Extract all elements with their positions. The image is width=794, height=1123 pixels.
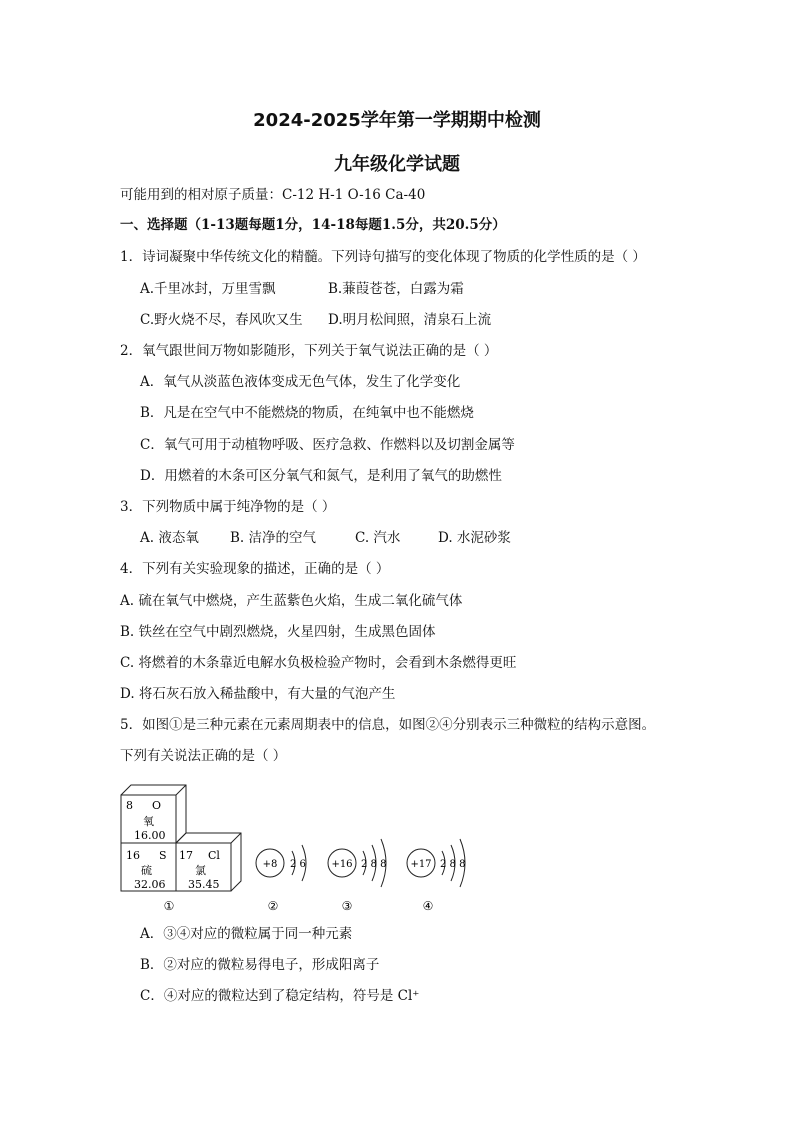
q5-option-c[interactable]: C．④对应的微粒达到了稳定结构，符号是 Cl⁺ — [140, 988, 420, 1004]
question-3: 3．下列物质中属于纯净物的是（ ） — [120, 499, 336, 515]
q1-option-d[interactable]: D.明月松间照，清泉石上流 — [328, 312, 492, 328]
atom4-shells: 2 8 8 — [440, 859, 466, 870]
exam-title: 2024-2025学年第一学期期中检测 — [253, 110, 541, 131]
chlorine-number: 17 — [179, 849, 193, 862]
sulfur-number: 16 — [126, 849, 140, 862]
question-4: 4．下列有关实验现象的描述，正确的是（ ） — [120, 561, 390, 577]
q5-option-b[interactable]: B．②对应的微粒易得电子，形成阳离子 — [140, 957, 380, 973]
q2-option-d[interactable]: D．用燃着的木条可区分氧气和氮气，是利用了氧气的助燃性 — [140, 468, 502, 484]
atom3-nucleus: +16 — [331, 859, 353, 870]
chlorine-mass: 35.45 — [188, 878, 220, 891]
question-1: 1．诗词凝聚中华传统文化的精髓。下列诗句描写的变化体现了物质的化学性质的是（ ） — [120, 249, 646, 265]
oxygen-name: 氧 — [143, 815, 154, 828]
figure-label-2: ② — [267, 899, 279, 913]
question-5-cont: 下列有关说法正确的是（ ） — [120, 748, 287, 764]
atom3-shells: 2 8 8 — [361, 859, 387, 870]
oxygen-symbol: O — [152, 799, 162, 812]
atom4-nucleus: +17 — [410, 859, 432, 870]
q2-option-a[interactable]: A．氧气从淡蓝色液体变成无色气体，发生了化学变化 — [140, 374, 461, 390]
oxygen-mass: 16.00 — [134, 829, 166, 842]
oxygen-number: 8 — [126, 799, 133, 812]
q4-option-d[interactable]: D. 将石灰石放入稀盐酸中，有大量的气泡产生 — [120, 686, 396, 702]
q3-option-b[interactable]: B. 洁净的空气 — [230, 530, 317, 546]
q4-option-a[interactable]: A. 硫在氧气中燃烧，产生蓝紫色火焰，生成二氧化硫气体 — [120, 593, 463, 609]
q2-option-b[interactable]: B．凡是在空气中不能燃烧的物质，在纯氧中也不能燃烧 — [140, 405, 474, 421]
q3-option-a[interactable]: A. 液态氧 — [140, 530, 199, 546]
section-heading: 一、选择题（1-13题每题1分，14-18每题1.5分，共20.5分） — [120, 217, 506, 233]
question-5: 5．如图①是三种元素在元素周期表中的信息，如图②④分别表示三种微粒的结构示意图。 — [120, 717, 656, 733]
atomic-masses: 可能用到的相对原子质量：C-12 H-1 O-16 Ca-40 — [120, 187, 426, 203]
q5-option-a[interactable]: A．③④对应的微粒属于同一种元素 — [140, 926, 353, 942]
figure-label-4: ④ — [422, 899, 434, 913]
q1-option-a[interactable]: A.千里冰封，万里雪飘 — [140, 281, 276, 297]
q3-option-d[interactable]: D. 水泥砂浆 — [438, 530, 511, 546]
atom2-shells: 2 6 — [290, 859, 306, 870]
chlorine-symbol: Cl — [208, 849, 220, 862]
q1-option-b[interactable]: B.蒹葭苍苍，白露为霜 — [328, 281, 464, 297]
figure-label-1: ① — [163, 899, 175, 913]
sulfur-mass: 32.06 — [134, 878, 166, 891]
exam-subtitle: 九年级化学试题 — [334, 154, 460, 175]
q3-option-c[interactable]: C. 汽水 — [355, 530, 401, 546]
q1-option-c[interactable]: C.野火烧不尽，春风吹又生 — [140, 312, 303, 328]
question-2: 2．氧气跟世间万物如影随形，下列关于氧气说法正确的是（ ） — [120, 343, 498, 359]
q4-option-b[interactable]: B. 铁丝在空气中剧烈燃烧，火星四射，生成黑色固体 — [120, 624, 436, 640]
sulfur-symbol: S — [159, 849, 167, 862]
figure-label-3: ③ — [341, 899, 353, 913]
q2-option-c[interactable]: C．氧气可用于动植物呼吸、医疗急救、作燃料以及切割金属等 — [140, 437, 515, 453]
q4-option-c[interactable]: C. 将燃着的木条靠近电解水负极检验产物时，会看到木条燃得更旺 — [120, 655, 517, 671]
chlorine-name: 氯 — [195, 864, 206, 877]
sulfur-name: 硫 — [141, 864, 152, 877]
element-figure — [115, 775, 485, 915]
atom2-nucleus: +8 — [262, 859, 278, 870]
